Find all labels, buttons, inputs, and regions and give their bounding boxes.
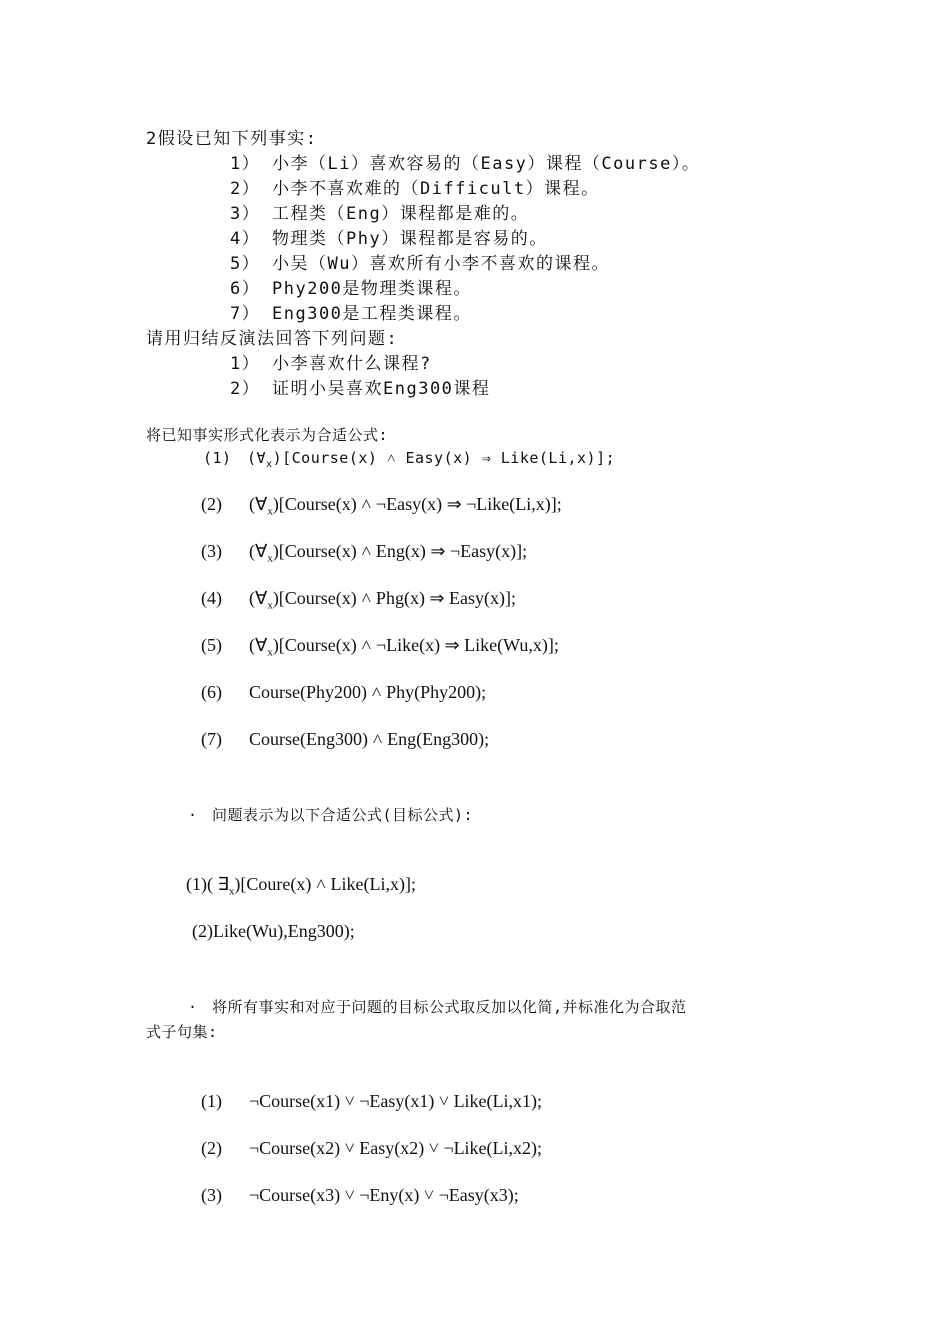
formula-subscript: x <box>267 599 273 612</box>
formula-prefix: (∀ <box>247 449 267 467</box>
goal-heading-line <box>188 804 473 825</box>
fact-number: 2） <box>230 179 261 199</box>
formula-number: (2) <box>201 494 222 514</box>
clause-line <box>201 1185 519 1206</box>
clause-number: (1) <box>201 1091 222 1111</box>
formula-line <box>201 635 559 659</box>
fact-text: 小吴（Wu）喜欢所有小李不喜欢的课程。 <box>272 254 610 274</box>
fact-item <box>230 249 610 274</box>
fact-number: 7） <box>230 304 261 324</box>
goal-subscript: x <box>228 885 235 898</box>
question-text: 小李喜欢什么课程? <box>272 354 432 374</box>
goal-body: )[Coure(x) ˄ Like(Li,x)]; <box>234 874 416 894</box>
formula-line <box>201 588 516 612</box>
formula-line <box>201 682 486 703</box>
fact-text: 小李不喜欢难的（Difficult）课程。 <box>272 179 600 199</box>
goal-formula-1 <box>186 874 416 898</box>
formula-body: Course(Eng300) ˄ Eng(Eng300); <box>249 729 490 749</box>
formula-subscript: x <box>267 505 273 518</box>
question-item <box>230 374 490 399</box>
fact-item <box>230 174 600 199</box>
question-number: 2） <box>230 379 261 399</box>
formula-body: )[Course(x) ˄ ¬Easy(x) ⇒ ¬Like(Li,x)]; <box>272 494 562 514</box>
formula-prefix: (∀ <box>249 588 268 608</box>
fact-item <box>230 274 472 299</box>
clause-number: (2) <box>201 1138 222 1158</box>
formula-line <box>203 449 615 470</box>
formula-number: (4) <box>201 588 222 608</box>
clause-body: ¬Course(x3) ˅ ¬Eny(x) ˅ ¬Easy(x3); <box>249 1185 519 1205</box>
formula-subscript: x <box>267 552 273 565</box>
clause-number: (3) <box>201 1185 222 1205</box>
formula-line <box>201 494 562 518</box>
formula-prefix: (∀ <box>249 541 268 561</box>
fact-number: 3） <box>230 204 261 224</box>
question-number: 1） <box>230 354 261 374</box>
bullet-icon: · <box>188 998 198 1016</box>
formula-body: )[Course(x) ˄ Easy(x) ⇒ Like(Li,x)]; <box>272 449 616 467</box>
clause-body: ¬Course(x1) ˅ ¬Easy(x1) ˅ Like(Li,x1); <box>249 1091 543 1111</box>
fact-item <box>230 224 548 249</box>
formula-subscript: x <box>267 646 273 659</box>
clause-line <box>201 1138 542 1159</box>
question-text: 证明小吴喜欢Eng300课程 <box>272 379 491 399</box>
formula-number: (6) <box>201 682 222 702</box>
formula-number: (5) <box>201 635 222 655</box>
formalize-heading: 将已知事实形式化表示为合适公式: <box>146 426 389 444</box>
fact-number: 4） <box>230 229 261 249</box>
goal-heading: 问题表示为以下合适公式(目标公式): <box>212 806 474 824</box>
goal-prefix: (1)( ∃ <box>186 874 229 894</box>
fact-number: 5） <box>230 254 261 274</box>
fact-text: 小李（Li）喜欢容易的（Easy）课程（Course）。 <box>272 154 701 174</box>
fact-number: 6） <box>230 279 261 299</box>
clauses-heading: 将所有事实和对应于问题的目标公式取反加以化简,并标准化为合取范 <box>212 998 687 1016</box>
formula-prefix: (∀ <box>249 635 268 655</box>
formula-line <box>201 541 527 565</box>
clause-body: ¬Course(x2) ˅ Easy(x2) ˅ ¬Like(Li,x2); <box>249 1138 543 1158</box>
fact-item <box>230 199 529 224</box>
problem-title: 2假设已知下列事实: <box>146 129 318 149</box>
question-item <box>230 349 432 374</box>
formula-subscript: x <box>266 459 273 470</box>
fact-text: 物理类（Phy）课程都是容易的。 <box>272 229 548 249</box>
formula-line <box>201 729 489 750</box>
formula-body: )[Course(x) ˄ Phg(x) ⇒ Easy(x)]; <box>272 588 516 608</box>
bullet-icon: · <box>188 806 198 824</box>
fact-text: Eng300是工程类课程。 <box>272 304 472 324</box>
formula-body: Course(Phy200) ˄ Phy(Phy200); <box>249 682 487 702</box>
clauses-heading-line <box>188 996 687 1017</box>
formula-body: )[Course(x) ˄ ¬Like(x) ⇒ Like(Wu,x)]; <box>272 635 559 655</box>
fact-item <box>230 299 472 324</box>
fact-item <box>230 149 700 174</box>
clause-line <box>201 1091 542 1112</box>
fact-number: 1） <box>230 154 261 174</box>
fact-text: Phy200是物理类课程。 <box>272 279 472 299</box>
question-heading: 请用归结反演法回答下列问题: <box>146 329 399 349</box>
formula-number: (3) <box>201 541 222 561</box>
formula-body: )[Course(x) ˄ Eng(x) ⇒ ¬Easy(x)]; <box>272 541 528 561</box>
formula-number: (1) <box>203 449 232 467</box>
goal-formula-2: (2)Like(Wu),Eng300); <box>192 921 355 941</box>
fact-text: 工程类（Eng）课程都是难的。 <box>272 204 530 224</box>
formula-number: (7) <box>201 729 222 749</box>
clauses-heading-continued: 式子句集: <box>146 1023 218 1041</box>
formula-prefix: (∀ <box>249 494 268 514</box>
